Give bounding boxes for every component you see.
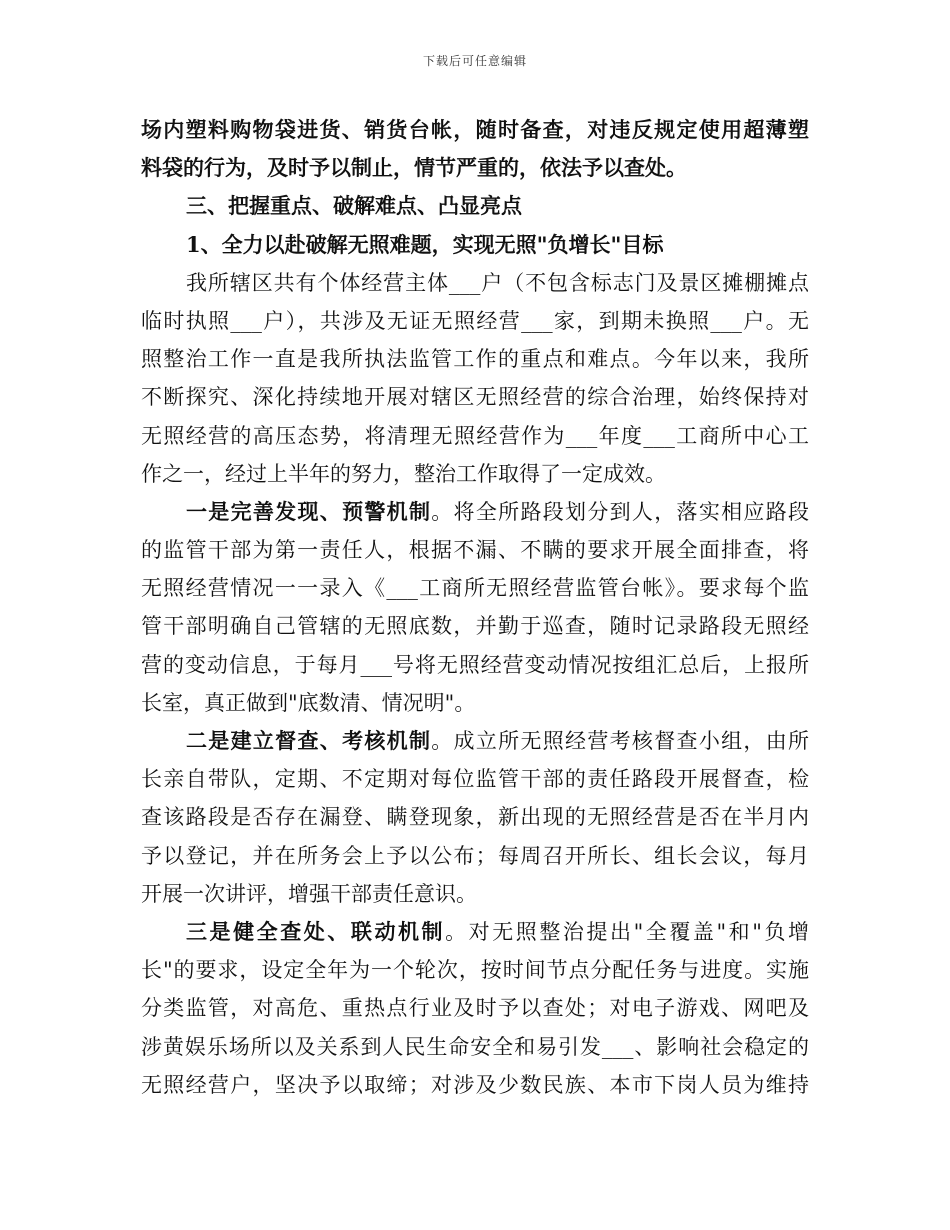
line-text: 我所辖区共有个体经营主体___户（不包含标志门及景区摊棚摊点 — [186, 270, 809, 295]
paragraph-lead: 三是健全查处、联动机制 — [186, 918, 446, 944]
text-line — [141, 340, 809, 378]
text-line — [141, 951, 809, 989]
line-text: 场内塑料购物袋进货、销货台帐，随时备查，对违反规定使用超薄塑 — [141, 117, 809, 142]
line-text: 。对无照整治提出"全覆盖"和"负增 — [445, 919, 809, 944]
document-body — [141, 111, 809, 1104]
line-text: 无照经营情况一一录入《___工商所无照经营监管台帐》。要求每个监 — [141, 576, 809, 601]
text-line — [141, 378, 809, 416]
line-text: 三、把握重点、破解难点、凸显亮点 — [186, 193, 522, 219]
line-text: 分类监管，对高危、重热点行业及时予以查处；对电子游戏、网吧及 — [141, 996, 809, 1021]
text-line — [141, 722, 809, 760]
line-text: 。将全所路段划分到人，落实相应路段 — [431, 499, 810, 524]
line-text: 无照经营的高压态势，将清理无照经营作为___年度___工商所中心工 — [141, 423, 809, 448]
text-line — [141, 1028, 809, 1066]
text-line — [141, 1066, 809, 1104]
text-line — [141, 493, 809, 531]
line-text: 开展一次讲评，增强干部责任意识。 — [141, 881, 477, 906]
line-text: 料袋的行为，及时予以制止，情节严重的，依法予以查处。 — [141, 155, 687, 181]
text-line — [141, 989, 809, 1027]
line-text: 查该路段是否存在漏登、瞒登现象，新出现的无照经营是否在半月内 — [141, 805, 809, 830]
line-text: 不断探究、深化持续地开展对辖区无照经营的综合治理，始终保持对 — [141, 385, 809, 410]
text-line — [141, 837, 809, 875]
line-text: 照整治工作一直是我所执法监管工作的重点和难点。今年以来，我所 — [141, 347, 809, 372]
text-line — [141, 417, 809, 455]
text-line — [141, 302, 809, 340]
line-text: 长"的要求，设定全年为一个轮次，按时间节点分配任务与进度。实施 — [141, 958, 809, 983]
text-line — [141, 226, 809, 264]
line-text: 长亲自带队，定期、不定期对每位监管干部的责任路段开展督查，检 — [141, 767, 809, 792]
line-text: 无照经营户，坚决予以取缔；对涉及少数民族、本市下岗人员为维持 — [141, 1072, 809, 1097]
text-line — [141, 264, 809, 302]
text-line — [141, 111, 809, 149]
line-text: 1、全力以赴破解无照难题，实现无照"负增长"目标 — [186, 231, 664, 257]
line-text: 涉黄娱乐场所以及关系到人民生命安全和易引发___、影响社会稳定的 — [141, 1034, 809, 1059]
paragraph-lead: 一是完善发现、预警机制 — [186, 498, 432, 524]
line-text: 予以登记，并在所务会上予以公布；每周召开所长、组长会议，每月 — [141, 843, 809, 868]
line-text: 长室，真正做到"底数清、情况明"。 — [141, 690, 476, 715]
text-line — [141, 187, 809, 225]
line-text: 营的变动信息，于每月___号将无照经营变动情况按组汇总后，上报所 — [141, 652, 809, 677]
page-header: 下载后可任意编辑 — [422, 54, 527, 68]
paragraph-lead: 二是建立督查、考核机制 — [186, 728, 432, 753]
text-line — [141, 913, 809, 951]
text-line — [141, 569, 809, 607]
text-line — [141, 798, 809, 836]
text-line — [141, 760, 809, 798]
line-text: 作之一，经过上半年的努力，整治工作取得了一定成效。 — [141, 461, 666, 486]
text-line — [141, 607, 809, 645]
text-line — [141, 646, 809, 684]
text-line — [141, 875, 809, 913]
line-text: 的监管干部为第一责任人，根据不漏、不瞒的要求开展全面排查，将 — [141, 538, 809, 563]
text-line — [141, 455, 809, 493]
text-line — [141, 684, 809, 722]
line-text: 临时执照___户），共涉及无证无照经营___家，到期未换照___户。无 — [141, 308, 809, 333]
line-text: 。成立所无照经营考核督查小组，由所 — [431, 729, 810, 753]
text-line — [141, 531, 809, 569]
line-text: 管干部明确自己管辖的无照底数，并勤于巡查，随时记录路段无照经 — [141, 614, 809, 639]
text-line — [141, 149, 809, 187]
